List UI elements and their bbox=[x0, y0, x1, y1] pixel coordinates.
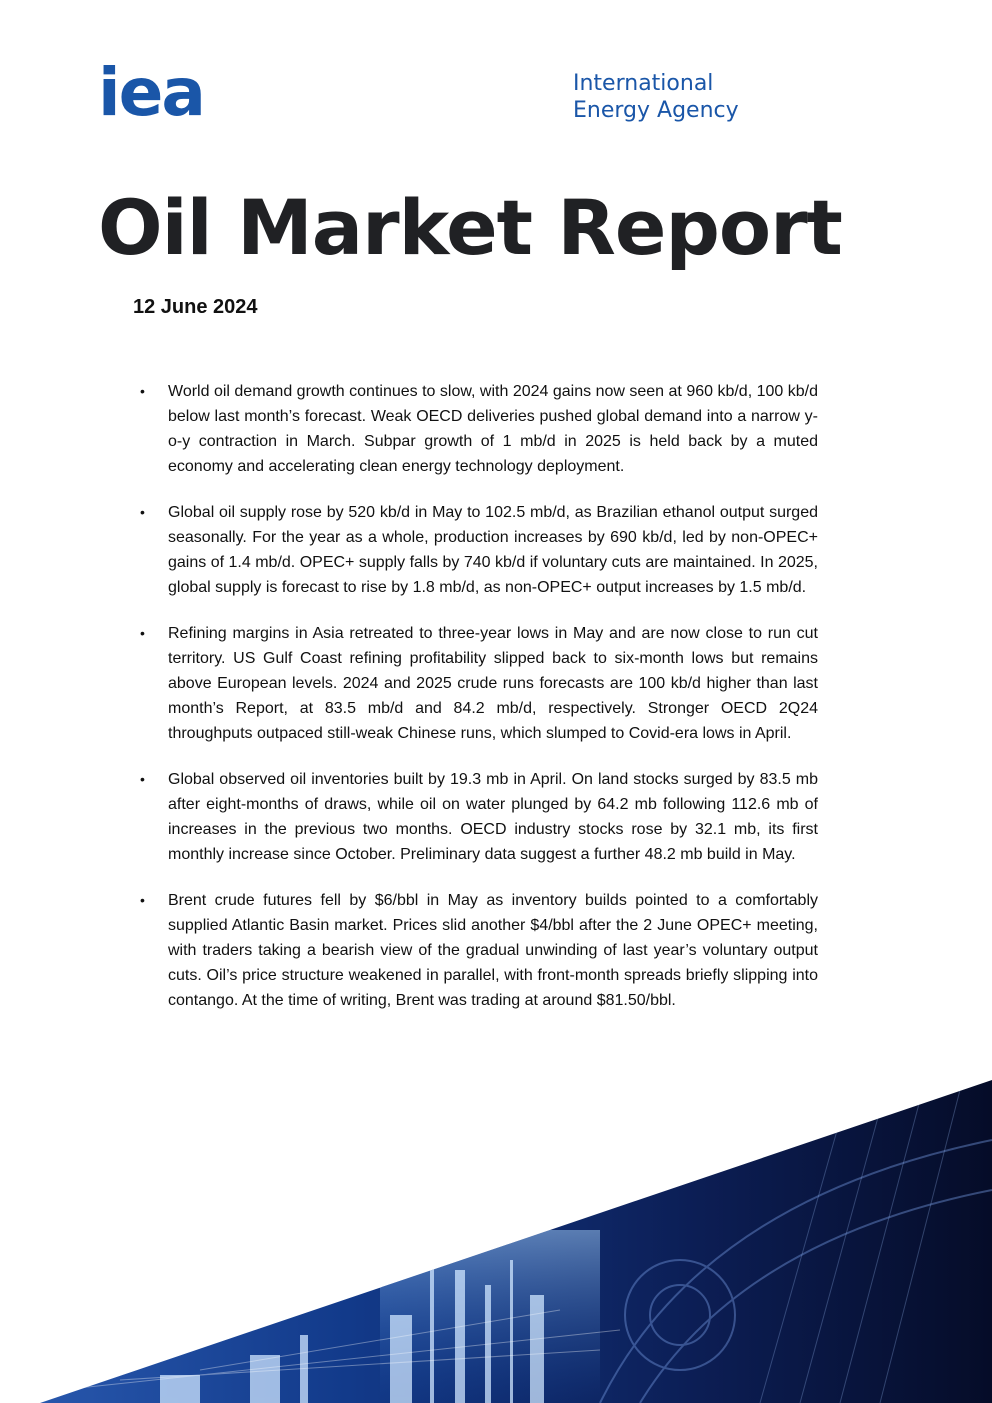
highlight-text: Brent crude futures fell by $6/bbl in May as inventory builds pointed to a comfortably supplied Atlantic Basin market. Prices slid another $4/bbl after the 2 June OPEC+ meeting, with traders taking a bearish view of the gradual unwinding of last year’s voluntary output cuts. Oil’s price structure weakened in parallel, with front-month spreads briefly slipping into contango. At the time of writing, Brent was trading at around $81.50/bbl. bbox=[168, 892, 818, 1009]
refinery-cover-image bbox=[0, 1080, 992, 1403]
bullet-icon: • bbox=[140, 625, 145, 641]
highlight-text: Global oil supply rose by 520 kb/d in May to 102.5 mb/d, as Brazilian ethanol output surged seasonally. For the year as a whole, production increases by 690 kb/d, led by non-OPEC+ gains of 1.4 mb/d. OPEC+ supply falls by 740 kb/d if voluntary cuts are maintained. In 2025, global supply is forecast to rise by 1.8 mb/d, as non-OPEC+ output increases by 1.5 mb/d. bbox=[168, 504, 818, 596]
highlight-text: Refining margins in Asia retreated to three-year lows in May and are now close to run cut territory. US Gulf Coast refining profitability slipped back to six-month lows but remains above European levels. 2024 and 2025 crude runs forecasts are 100 kb/d higher than last month’s Report, at 83.5 mb/d and 84.2 mb/d, respectively. Stronger OECD 2Q24 throughputs outpaced still-weak Chinese runs, which slumped to Covid-era lows in April. bbox=[168, 625, 818, 742]
highlight-item bbox=[133, 379, 818, 479]
highlight-text: World oil demand growth continues to slow, with 2024 gains now seen at 960 kb/d, 100 kb/d below last month’s forecast. Weak OECD deliveries pushed global demand into a narrow y-o-y contraction in March. Subpar growth of 1 mb/d in 2025 is held back by a muted economy and accelerating clean energy technology deployment. bbox=[168, 383, 818, 475]
highlight-item bbox=[133, 767, 818, 867]
highlight-item bbox=[133, 500, 818, 600]
highlights-list bbox=[133, 379, 818, 1034]
bullet-icon: • bbox=[140, 504, 145, 520]
agency-name-line2: Energy Agency bbox=[573, 98, 739, 123]
highlight-text: Global observed oil inventories built by 19.3 mb in April. On land stocks surged by 83.5 mb after eight-months of draws, while oil on water plunged by 64.2 mb following 112.6 mb of increases in the previous two months. OECD industry stocks rose by 32.1 mb, its first monthly increase since October. Preliminary data suggest a further 48.2 mb build in May. bbox=[168, 771, 818, 863]
bullet-icon: • bbox=[140, 383, 145, 399]
bullet-icon: • bbox=[140, 771, 145, 787]
agency-name-line1: International bbox=[573, 71, 714, 96]
report-title: Oil Market Report bbox=[98, 183, 842, 272]
bullet-icon: • bbox=[140, 892, 145, 908]
report-date: 12 June 2024 bbox=[133, 296, 258, 318]
highlight-item bbox=[133, 621, 818, 746]
agency-name bbox=[573, 70, 739, 124]
iea-logo: iea bbox=[98, 54, 204, 131]
highlight-item bbox=[133, 888, 818, 1013]
